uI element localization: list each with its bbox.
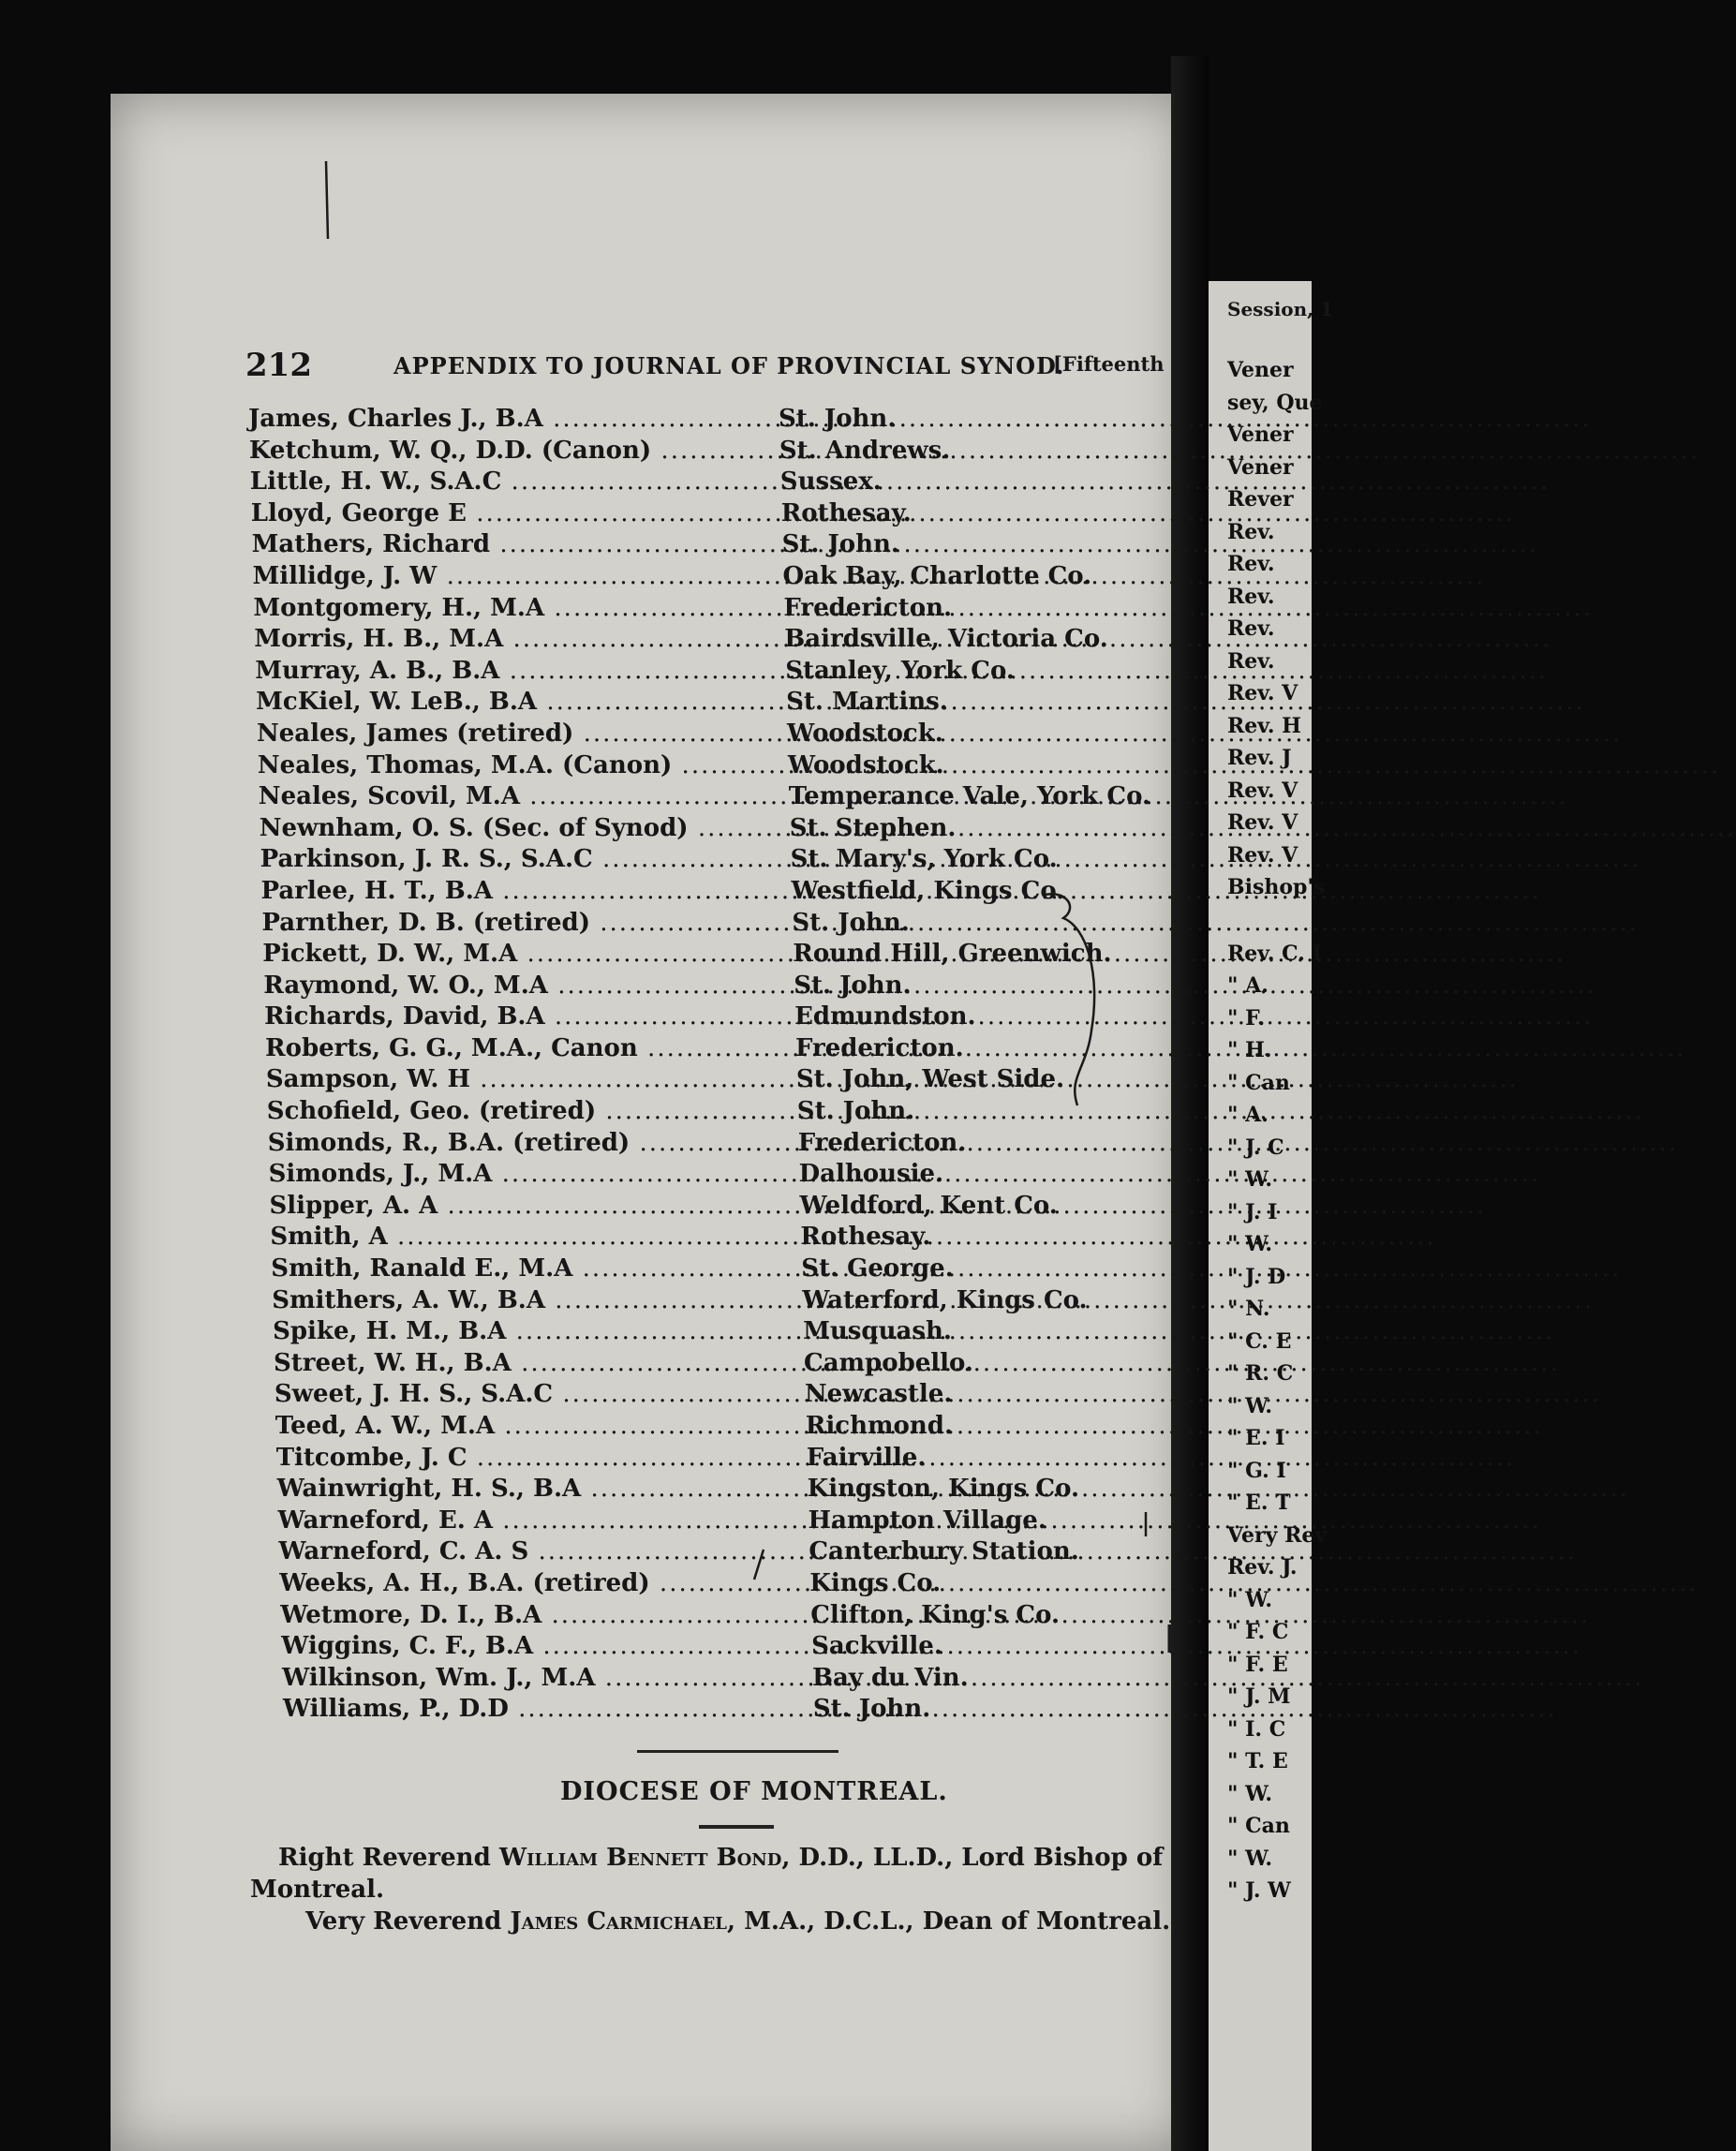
clergy-parish: St. John. [781, 530, 899, 559]
clergy-parish: Kingston, Kings Co. [807, 1475, 1080, 1504]
bishop-name: William Bennett Bond [498, 1844, 782, 1872]
roster-row [248, 1317, 1185, 1349]
clergy-parish: Richmond. [805, 1412, 954, 1440]
clergy-name: Schofield, Geo. (retired) ..... [267, 1097, 792, 1125]
facing-page-fragment: Rev. [1227, 584, 1275, 609]
facing-page-fragment: " J. C [1227, 1135, 1284, 1160]
roster-row [248, 1569, 1185, 1601]
roster-row [248, 1601, 1185, 1633]
clergy-parish: St. Stephen. [789, 813, 957, 842]
clergy-name: Parnther, D. B. (retired) ..... [261, 909, 786, 937]
clergy-parish: Hampton Village. [808, 1506, 1046, 1535]
facing-page-fragment: Rev. J. [1227, 1555, 1298, 1580]
facing-page-fragment: " A. [1227, 973, 1269, 998]
clergy-name: Warneford, C. A. S ..... [278, 1537, 803, 1565]
clergy-parish: St. John. [779, 405, 897, 433]
clergy-name: James, Charles J., B.A ..... [248, 405, 773, 433]
clergy-name: Teed, A. W., M.A ..... [275, 1412, 800, 1440]
facing-page-fragment: " N. [1227, 1297, 1270, 1321]
clergy-name: Pickett, D. W., M.A ..... [262, 940, 787, 968]
clergy-name: Sampson, W. H ..... [266, 1065, 791, 1093]
roster-row [248, 625, 1185, 657]
roster-row [248, 1475, 1185, 1506]
clergy-parish: St. Andrews. [779, 436, 951, 465]
clergy-parish: Woodstock. [787, 719, 943, 748]
dean-suffix: , M.A., D.C.L., Dean of Montreal. [726, 1907, 1171, 1936]
facing-page-fragment: Rev. V [1227, 778, 1298, 803]
facing-page-fragment: " W. [1227, 1781, 1273, 1806]
facing-page-fragment: " C. E [1227, 1328, 1292, 1354]
clergy-name: Newnham, O. S. (Sec. of Synod) ..... [260, 814, 784, 842]
facing-page-fragment: " J. W [1227, 1878, 1291, 1903]
facing-page-fragment: Rev. [1227, 616, 1275, 641]
clergy-name: Ketchum, W. Q., D.D. (Canon) ..... [249, 437, 774, 465]
facing-page-fragment: " R. C [1227, 1361, 1294, 1386]
clergy-name: Williams, P., D.D ..... [283, 1695, 808, 1723]
roster-row [248, 405, 1185, 437]
facing-page-fragment: " A. [1227, 1103, 1269, 1127]
pencil-bracket-mark [1040, 890, 1115, 1115]
pencil-slash-mark [749, 1548, 768, 1581]
clergy-parish: Bairdsville, Victoria Co. [784, 625, 1108, 654]
facing-page-fragment: " W. [1227, 1393, 1273, 1418]
clergy-parish: Weldford, Kent Co. [799, 1191, 1058, 1220]
clergy-parish: Westfield, Kings Co. [791, 876, 1065, 905]
facing-page-fragment: Rev. [1227, 648, 1275, 674]
roster-row [248, 814, 1185, 846]
clergy-name: Spike, H. M., B.A ..... [273, 1317, 797, 1345]
clergy-name: Murray, A. B., B.A ..... [255, 657, 779, 685]
facing-page-fragment: Vener [1227, 358, 1294, 382]
section-title: DIOCESE OF MONTREAL. [560, 1777, 948, 1806]
bishop-paragraph [250, 1842, 1178, 1906]
facing-page-fragment: Rev. H [1227, 713, 1301, 738]
facing-page-fragment: Rev. [1227, 552, 1275, 576]
facing-page-fragment: " W. [1227, 1167, 1273, 1192]
facing-page-fragment: " T. E [1227, 1749, 1288, 1773]
roster-row [248, 1412, 1185, 1444]
clergy-parish: Fredericton. [795, 1033, 964, 1062]
facing-page-fragment: Rever [1227, 487, 1294, 512]
roster-row [248, 657, 1185, 689]
clergy-name: Morris, H. B., M.A ..... [254, 625, 779, 653]
facing-page-fragment: " Can [1227, 1814, 1290, 1838]
running-title: APPENDIX TO JOURNAL OF PROVINCIAL SYNOD. [393, 352, 1065, 379]
clergy-parish: St. John, West Side. [795, 1065, 1065, 1094]
bishop-prefix: Right Reverend [278, 1844, 499, 1872]
clergy-name: Simonds, J., M.A ..... [269, 1160, 794, 1188]
facing-page-fragment: " F. E [1227, 1652, 1288, 1677]
clergy-parish: Temperance Vale, York Co. [788, 782, 1151, 811]
clergy-name: Neales, James (retired) ..... [257, 719, 781, 748]
clergy-parish: St. George. [801, 1254, 954, 1283]
facing-page-fragment: Rev. V [1227, 681, 1298, 705]
clergy-parish: St. John. [812, 1695, 931, 1724]
clergy-name: Titcombe, J. C ..... [276, 1444, 801, 1472]
roster-row [248, 1506, 1185, 1538]
clergy-name: Smithers, A. W., B.A ..... [272, 1286, 796, 1314]
facing-page-fragment: " W. [1227, 1232, 1273, 1256]
clergy-parish: St. John. [796, 1097, 915, 1126]
dean-name: James Carmichael [510, 1907, 727, 1936]
clergy-name: Neales, Thomas, M.A. (Canon) ..... [258, 751, 782, 779]
roster-row [248, 1286, 1185, 1318]
clergy-name: Slipper, A. A ..... [270, 1192, 794, 1220]
clergy-name: Little, H. W., S.A.C ..... [250, 467, 775, 496]
roster-row [248, 1192, 1185, 1224]
clergy-name: Wainwright, H. S., B.A ..... [277, 1475, 802, 1503]
clergy-parish: Sackville. [811, 1632, 942, 1661]
bishop-suffix: , D.D., LL.D., Lord Bishop of [781, 1844, 1164, 1872]
short-divider [699, 1825, 774, 1829]
facing-page-fragment: Vener [1227, 454, 1294, 480]
clergy-name: Lloyd, George E ..... [251, 499, 776, 527]
clergy-name: Mathers, Richard ..... [252, 530, 777, 558]
facing-page-fragment: Very Rev [1227, 1522, 1328, 1548]
facing-page-fragment: " J. M [1227, 1684, 1291, 1709]
roster-row [248, 1223, 1185, 1254]
roster-row [248, 467, 1185, 499]
clergy-parish: St. John. [792, 908, 910, 937]
roster-row [248, 1380, 1185, 1412]
roster-row [248, 1160, 1185, 1192]
dean-paragraph [305, 1906, 1205, 1937]
roster-row [248, 719, 1185, 751]
clergy-name: Richards, David, B.A ..... [264, 1002, 789, 1031]
clergy-parish: Sussex. [779, 467, 882, 497]
pencil-tick-mark [319, 159, 337, 244]
roster-row [248, 845, 1185, 877]
facing-page-fragment: " Can [1227, 1070, 1290, 1095]
clergy-name: Wilkinson, Wm. J., M.A ..... [282, 1664, 807, 1692]
roster-row [248, 1695, 1185, 1727]
clergy-name: Millidge, J. W ..... [253, 562, 778, 590]
facing-page-fragment: " J. I [1227, 1199, 1278, 1224]
roster-row [248, 594, 1185, 626]
facing-page-fragment: Bishop's [1227, 875, 1326, 899]
section-divider [637, 1750, 838, 1753]
facing-page-fragment: " G. I [1227, 1458, 1286, 1483]
clergy-parish: Round Hill, Greenwich. [793, 940, 1112, 969]
clergy-parish: Clifton, King's Co. [810, 1600, 1061, 1629]
roster-row [248, 751, 1185, 783]
clergy-parish: Fairville. [806, 1443, 927, 1472]
page-header [245, 347, 1165, 390]
clergy-parish: Fredericton. [797, 1128, 967, 1157]
facing-page-fragment: Vener [1227, 423, 1294, 447]
clergy-parish: St. Martins. [786, 688, 948, 717]
clergy-parish: St. John. [794, 971, 912, 1000]
margin-tick-mark [1141, 1510, 1150, 1538]
clergy-parish: Woodstock. [787, 750, 944, 779]
dean-prefix: Very Reverend [305, 1907, 511, 1936]
facing-page-fragment: " J. D [1227, 1264, 1286, 1289]
clergy-name: Smith, Ranald E., M.A ..... [271, 1254, 795, 1283]
clergy-parish: Newcastle. [804, 1380, 953, 1409]
clergy-name: Montgomery, H., M.A ..... [253, 594, 778, 622]
facing-page-fragment: Rev. [1227, 519, 1275, 544]
clergy-name: Parlee, H. T., B.A ..... [261, 877, 786, 905]
clergy-name: Parkinson, J. R. S., S.A.C ..... [260, 845, 785, 873]
clergy-parish: Campobello. [804, 1348, 973, 1377]
clergy-name: McKiel, W. LeB., B.A ..... [256, 688, 780, 716]
clergy-name: Simonds, R., B.A. (retired) ..... [268, 1129, 793, 1157]
clergy-parish: Waterford, Kings Co. [802, 1285, 1088, 1314]
roster-row [248, 1254, 1185, 1286]
clergy-parish: Fredericton. [783, 593, 953, 622]
clergy-parish: Bay du Vin. [812, 1663, 969, 1692]
clergy-name: Weeks, A. H., B.A. (retired) ..... [279, 1569, 804, 1597]
margin-tick-mark-2 [1165, 1623, 1175, 1654]
facing-page-fragment: " I. C [1227, 1716, 1286, 1742]
facing-page-fragment: Rev. V [1227, 842, 1298, 868]
clergy-parish: St. Mary's, York Co. [790, 845, 1058, 874]
facing-page-fragment: Rev. J [1227, 746, 1292, 770]
clergy-name: Wiggins, C. F., B.A ..... [281, 1632, 806, 1660]
facing-page-fragment: " E. I [1227, 1426, 1285, 1450]
facing-page-fragment: Rev. V [1227, 810, 1298, 835]
clergy-parish: Canterbury Station. [809, 1537, 1079, 1566]
facing-page-fragment: " F. C [1227, 1620, 1289, 1644]
clergy-name: Smith, A ..... [270, 1223, 794, 1251]
roster-row [248, 530, 1185, 562]
roster-row [248, 1632, 1185, 1664]
facing-page-fragment: " H. [1227, 1038, 1272, 1062]
clergy-name: Roberts, G. G., M.A., Canon ..... [265, 1034, 790, 1062]
facing-page-fragment: " W. [1227, 1846, 1273, 1871]
facing-page-fragment: sey, Que [1227, 390, 1323, 415]
roster-row [248, 562, 1185, 594]
roster-row [248, 782, 1185, 814]
facing-page-fragment: " F. [1227, 1005, 1266, 1031]
page-number: 212 [245, 347, 312, 384]
clergy-parish: Rothesay. [800, 1223, 931, 1252]
roster-row [248, 499, 1185, 531]
clergy-name: Wetmore, D. I., B.A ..... [280, 1601, 805, 1629]
facing-page-header: Session, 1 [1227, 298, 1334, 320]
clergy-parish: Oak Bay, Charlotte Co. [782, 561, 1092, 590]
facing-page-fragment: " E. T [1227, 1491, 1291, 1515]
clergy-name: Sweet, J. H. S., S.A.C ..... [274, 1380, 799, 1408]
roster-row [248, 437, 1185, 468]
roster-row [248, 688, 1185, 719]
roster-row [248, 1537, 1185, 1569]
clergy-parish: Dalhousie. [798, 1160, 944, 1189]
roster-row [248, 1349, 1185, 1381]
clergy-parish: Stanley, York Co. [785, 656, 1015, 685]
facing-page-fragment: Rev. C. I [1227, 941, 1322, 966]
clergy-name: Warneford, E. A ..... [278, 1506, 803, 1535]
bishop-see: Montreal. [250, 1876, 385, 1904]
facing-page-fragment: " W. [1227, 1587, 1273, 1612]
clergy-parish: Rothesay. [780, 498, 912, 527]
clergy-parish: Edmundston. [794, 1002, 976, 1031]
clergy-parish: Kings Co. [809, 1568, 942, 1597]
roster-row [248, 1664, 1185, 1696]
clergy-name: Neales, Scovil, M.A ..... [259, 782, 783, 810]
clergy-name: Raymond, W. O., M.A ..... [263, 972, 788, 1000]
roster-row [248, 1129, 1185, 1161]
clergy-name: Street, W. H., B.A ..... [274, 1349, 798, 1377]
roster-row [248, 1444, 1185, 1476]
running-edition: [Fifteenth [1053, 352, 1165, 376]
clergy-parish: Musquash. [803, 1317, 952, 1346]
